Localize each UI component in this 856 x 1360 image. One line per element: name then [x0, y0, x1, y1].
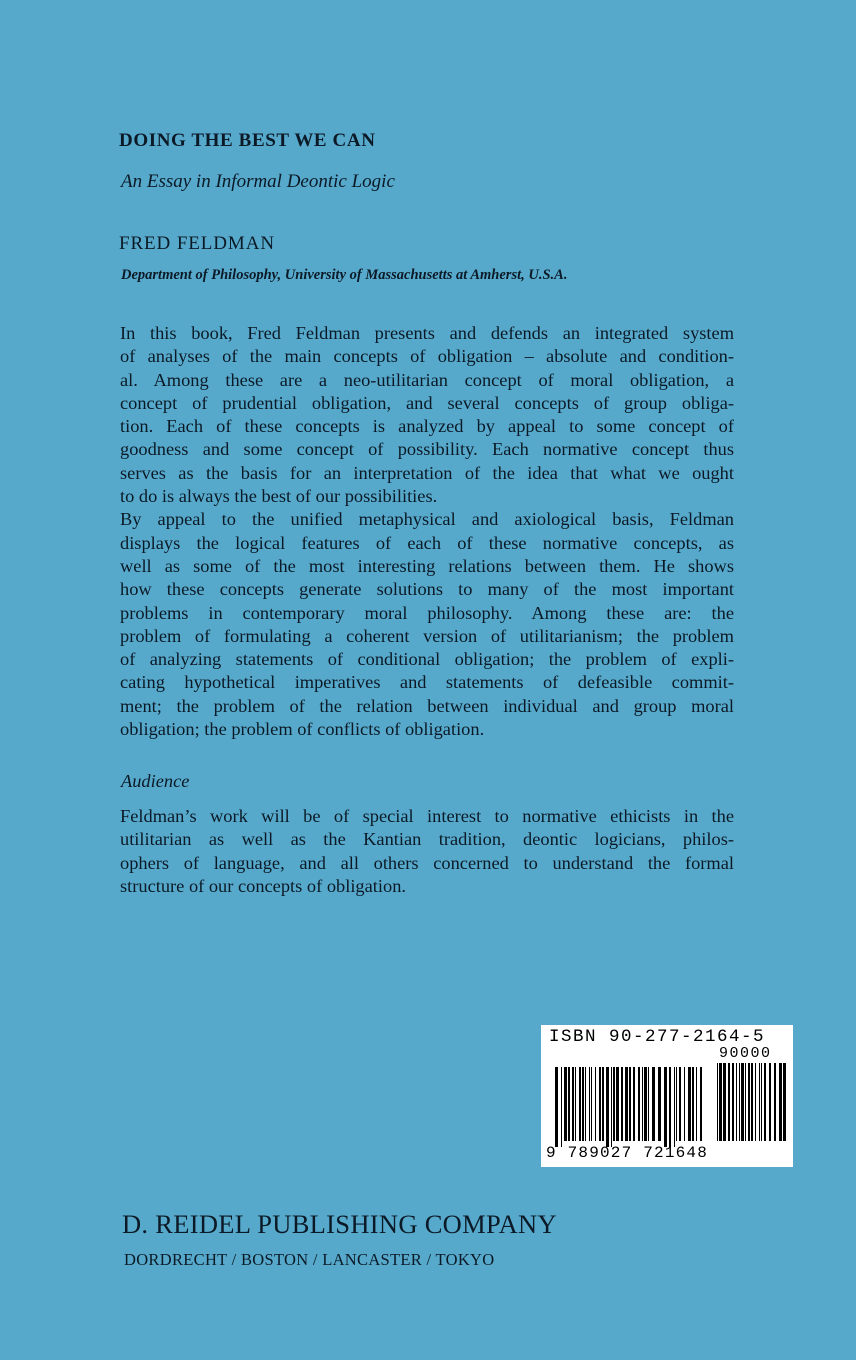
- text-line: how these concepts generate solutions to many of the most important: [120, 579, 734, 600]
- audience-text: [120, 805, 734, 898]
- author-affiliation: Department of Philosophy, University of Massachusetts at Amherst, U.S.A.: [121, 267, 568, 283]
- barcode-bar: [748, 1063, 750, 1141]
- author-name: FRED FELDMAN: [119, 233, 275, 254]
- barcode-bar: [764, 1063, 766, 1141]
- text-line: tion. Each of these concepts is analyzed by appeal to some concept of: [120, 416, 734, 437]
- barcode-bar: [606, 1067, 609, 1147]
- barcode-bar: [679, 1067, 681, 1141]
- text-line: well as some of the most interesting relations between them. He shows: [120, 555, 734, 576]
- barcode-bar: [582, 1067, 584, 1141]
- barcode-bar: [664, 1067, 667, 1147]
- barcode-bar: [719, 1063, 722, 1141]
- barcode-bar: [684, 1067, 685, 1141]
- text-line: to do is always the best of our possibilities.: [120, 486, 438, 507]
- barcode-bar: [774, 1063, 776, 1141]
- text-line: displays the logical features of each of these normative concepts, as: [120, 532, 734, 553]
- barcode-bar: [585, 1067, 586, 1141]
- barcode-bar: [611, 1067, 612, 1147]
- text-line: ment; the problem of the relation between individual and group moral: [120, 695, 734, 716]
- text-line: of analyzing statements of conditional obligation; the problem of expli-: [120, 649, 734, 670]
- text-line: serves as the basis for an interpretation of the idea that what we ought: [120, 462, 734, 483]
- barcode-bar: [723, 1063, 726, 1141]
- text-line: cating hypothetical imperatives and statements of defeasible commit-: [120, 672, 734, 693]
- barcode-bar: [616, 1067, 619, 1141]
- text-line: By appeal to the unified metaphysical and axiological basis, Feldman: [120, 509, 734, 530]
- description-paragraph-1: [120, 322, 734, 508]
- barcode-bar: [700, 1067, 702, 1141]
- text-line: structure of our concepts of obligation.: [120, 875, 406, 896]
- barcode-bar: [572, 1067, 574, 1141]
- text-line: utilitarian as well as the Kantian tradition, deontic logicians, philos-: [120, 829, 734, 850]
- text-line: goodness and some concept of possibility. Each normative concept thus: [120, 439, 734, 460]
- barcode-bar: [589, 1067, 590, 1141]
- barcode-bar: [625, 1067, 628, 1141]
- isbn-number: ISBN 90-277-2164-5: [549, 1027, 766, 1047]
- book-subtitle: An Essay in Informal Deontic Logic: [121, 171, 395, 192]
- barcode-bar: [741, 1063, 744, 1141]
- barcode-bar: [629, 1067, 631, 1141]
- text-line: Feldman’s work will be of special interest to normative ethicists in the: [120, 806, 734, 826]
- ean-barcode-bars: [555, 1067, 703, 1147]
- barcode-bar: [669, 1067, 671, 1147]
- barcode-bar: [579, 1067, 581, 1141]
- barcode-bar: [621, 1067, 623, 1141]
- barcode-bar: [696, 1067, 697, 1141]
- text-line: problem of formulating a coherent version of utilitarianism; the problem: [120, 625, 734, 646]
- barcode-bar: [644, 1067, 647, 1141]
- barcode-bar: [755, 1063, 756, 1141]
- description: [120, 322, 734, 741]
- barcode-bar: [732, 1063, 734, 1141]
- barcode-bar: [751, 1063, 753, 1141]
- barcode-bar: [642, 1067, 643, 1141]
- barcode-bar: [633, 1067, 635, 1141]
- barcode-bar: [745, 1063, 746, 1141]
- barcode-bar: [717, 1063, 718, 1141]
- publisher-cities: DORDRECHT / BOSTON / LANCASTER / TOKYO: [124, 1250, 495, 1269]
- barcode-bar: [564, 1067, 567, 1141]
- barcode-bar: [613, 1067, 615, 1141]
- text-line: In this book, Fred Feldman presents and defends an integrated system: [120, 323, 734, 343]
- text-line: obligation; the problem of conflicts of obligation.: [120, 719, 485, 740]
- barcode-bar: [568, 1067, 570, 1141]
- barcode-bar: [688, 1067, 691, 1141]
- text-line: al. Among these are a neo-utilitarian concept of moral obligation, a: [120, 369, 734, 390]
- text-line: of analyses of the main concepts of obligation – absolute and condition-: [120, 346, 734, 367]
- barcode-bar: [759, 1063, 760, 1141]
- barcode-bar: [739, 1063, 740, 1141]
- barcode-bar: [658, 1067, 661, 1141]
- barcode-bar: [761, 1063, 762, 1141]
- audience-heading: Audience: [121, 771, 190, 791]
- barcode-bar: [591, 1067, 592, 1141]
- book-title: DOING THE BEST WE CAN: [119, 130, 376, 151]
- barcode-bar: [674, 1067, 675, 1147]
- ean-number: 9 789027 721648: [546, 1144, 709, 1162]
- barcode-bar: [648, 1067, 649, 1141]
- publisher-name: D. REIDEL PUBLISHING COMPANY: [122, 1209, 557, 1239]
- barcode-bar: [652, 1067, 655, 1141]
- price-code: 90000: [719, 1045, 772, 1062]
- text-line: concept of prudential obligation, and several concepts of group obliga-: [120, 392, 734, 413]
- barcode-bar: [692, 1067, 694, 1141]
- barcode-bar: [595, 1067, 596, 1141]
- barcode-bar: [769, 1063, 771, 1141]
- isbn-barcode: [541, 1025, 793, 1167]
- barcode-bar: [599, 1067, 601, 1141]
- barcode-bar: [555, 1067, 558, 1147]
- barcode-bar: [561, 1067, 562, 1147]
- barcode-bar: [676, 1067, 677, 1141]
- addon-barcode-bars: [717, 1063, 787, 1147]
- barcode-bar: [638, 1067, 640, 1141]
- barcode-bar: [602, 1067, 604, 1141]
- description-paragraph-2: [120, 508, 734, 741]
- barcode-bar: [575, 1067, 576, 1141]
- barcode-bar: [736, 1063, 737, 1141]
- barcode-bar: [728, 1063, 730, 1141]
- barcode-bar: [779, 1063, 782, 1141]
- text-line: ophers of language, and all others concerned to understand the formal: [120, 852, 734, 873]
- barcode-bar: [783, 1063, 786, 1141]
- text-line: problems in contemporary moral philosophy. Among these are: the: [120, 602, 734, 623]
